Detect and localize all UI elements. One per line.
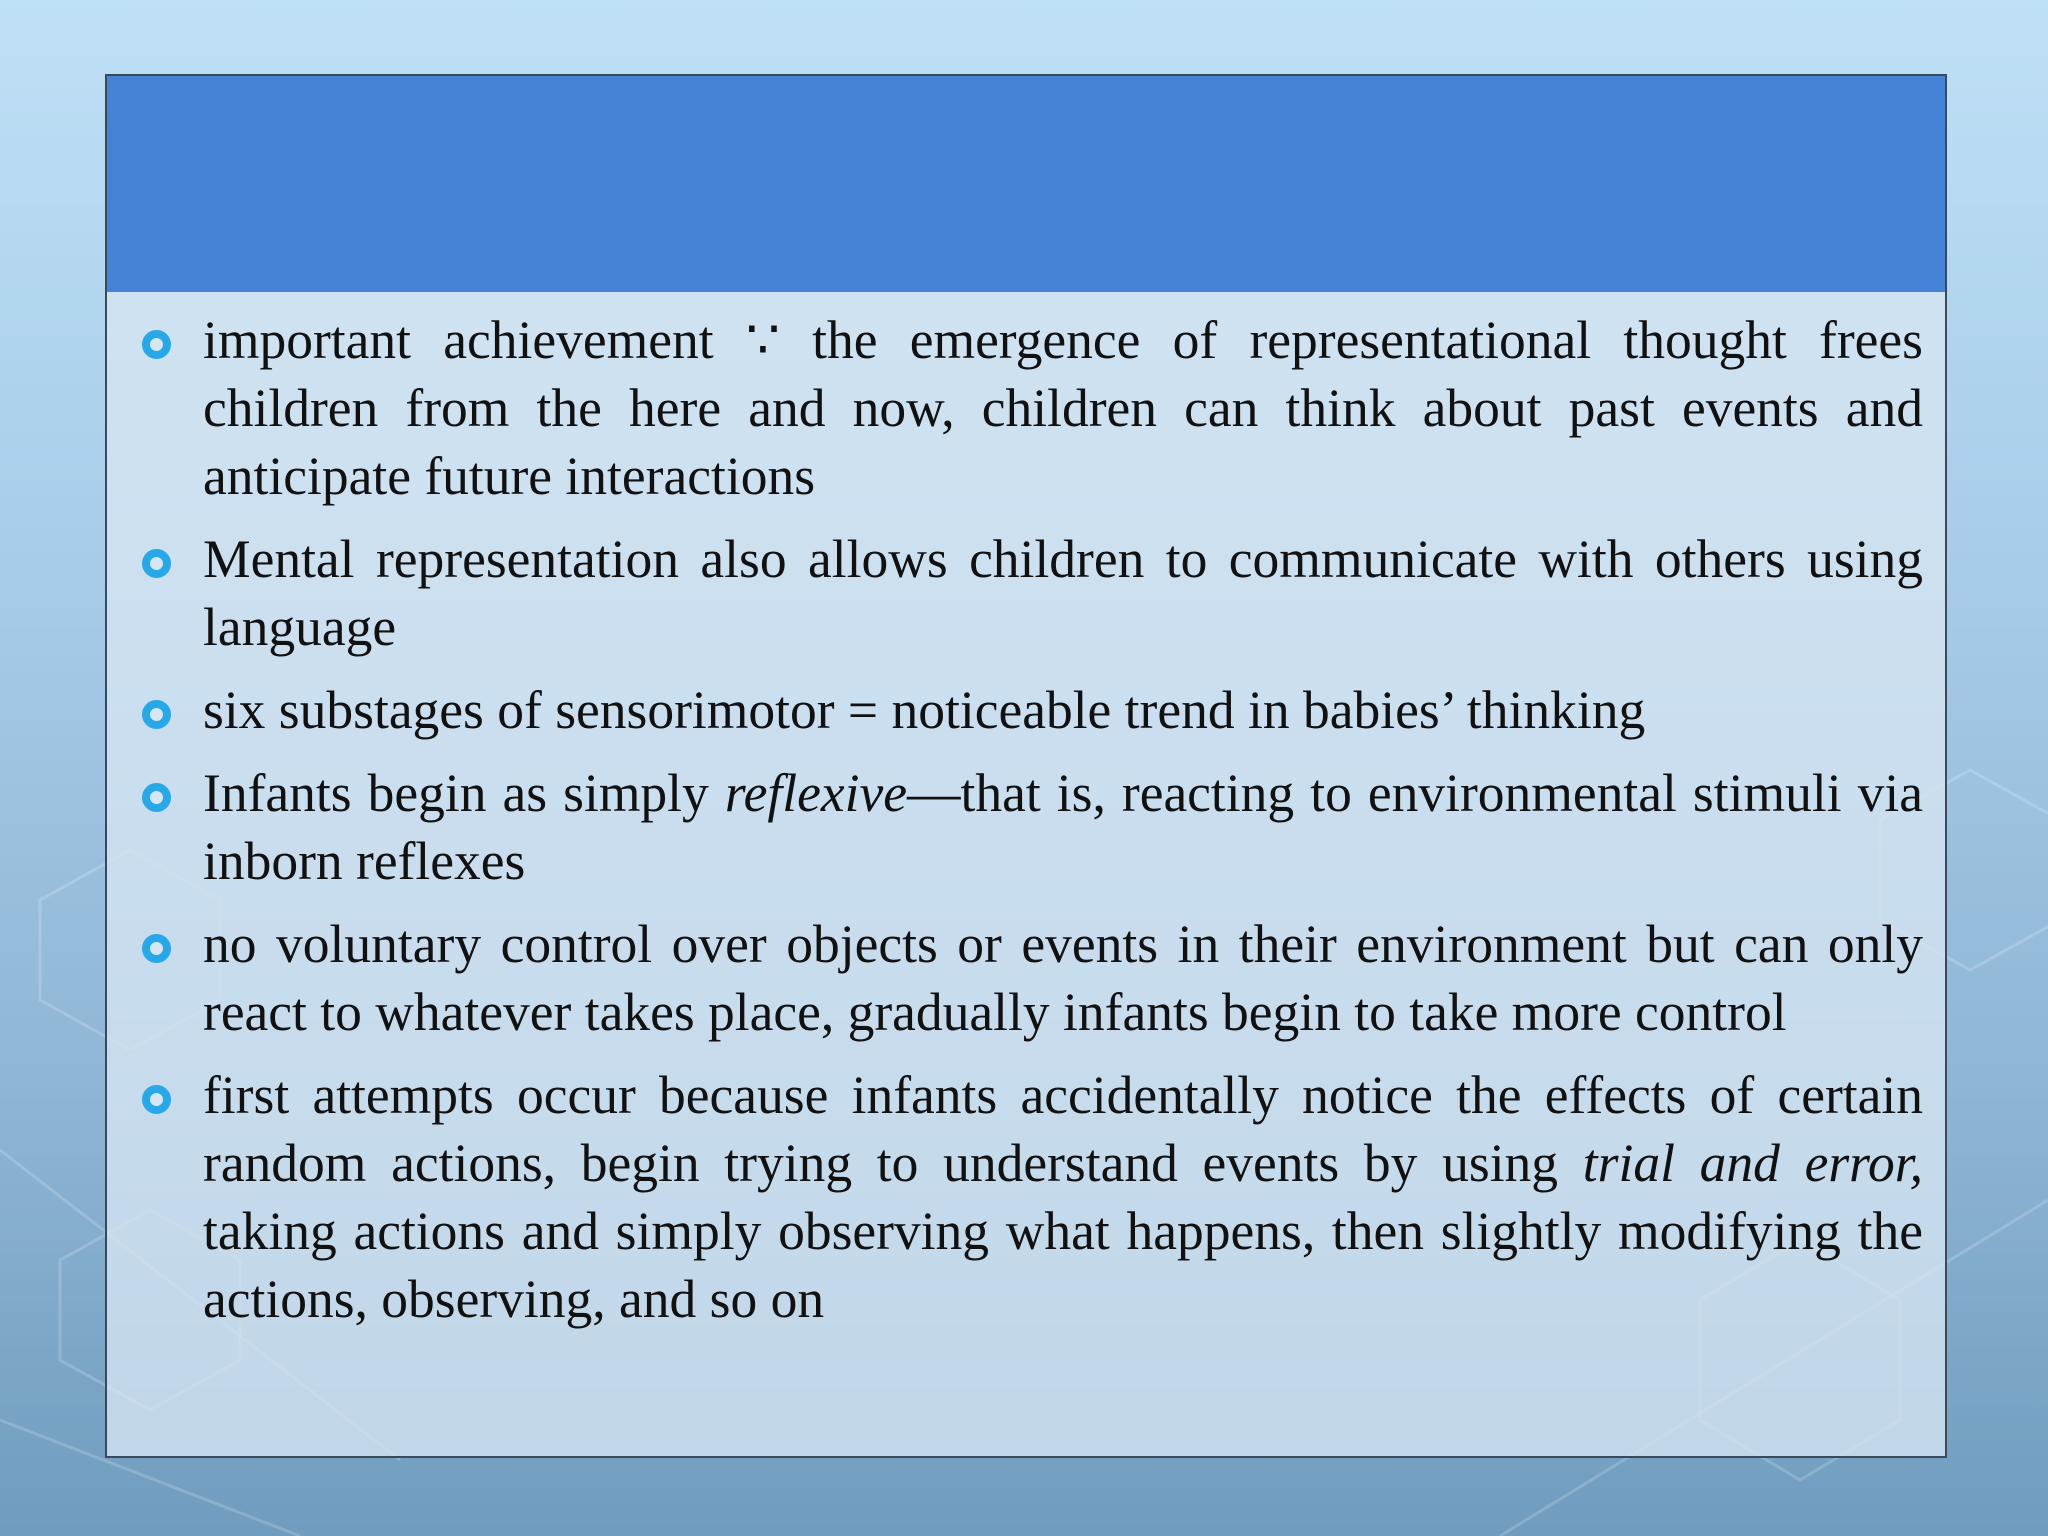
slide-content-panel xyxy=(105,74,1947,1458)
bullet-text: six substages of sensorimotor = noticeable trend in babies’ thinking xyxy=(203,680,1646,740)
bullet-text: taking actions and simply observing what happens, then slightly modifying the actions, observing, and so on xyxy=(203,1201,1923,1329)
bullet-text-italic: reflexive xyxy=(724,763,907,823)
bullet-circle-icon xyxy=(142,1085,171,1114)
bullet-text: first attempts occur because infants accidentally notice the effects of certain random actions, begin trying to understand events by using xyxy=(203,1065,1923,1193)
bullet-circle-icon xyxy=(142,934,171,963)
bullet-item xyxy=(203,759,1923,895)
bullet-circle-icon xyxy=(142,549,171,578)
bullet-item xyxy=(203,676,1923,744)
bullet-text-italic: trial and error, xyxy=(1582,1133,1923,1193)
bullet-circle-icon xyxy=(142,330,171,359)
title-bar xyxy=(107,76,1945,292)
bullet-list xyxy=(203,306,1923,1348)
bullet-text: —that is, reacting to environmental stimuli via inborn reflexes xyxy=(203,763,1923,891)
bullet-circle-icon xyxy=(142,700,171,729)
bullet-text: Infants begin as simply xyxy=(203,763,725,823)
bullet-text: important achievement ∵ the emergence of representational thought frees children from the here and now, children can think about past events and anticipate future interactions xyxy=(203,310,1923,506)
bullet-item xyxy=(203,1061,1923,1333)
bullet-item xyxy=(203,525,1923,661)
bullet-text: Mental representation also allows children to communicate with others using language xyxy=(203,529,1923,657)
bullet-item xyxy=(203,910,1923,1046)
bullet-text: no voluntary control over objects or events in their environment but can only react to whatever takes place, gradually infants begin to take more control xyxy=(203,914,1923,1042)
bullet-item xyxy=(203,306,1923,510)
bullet-circle-icon xyxy=(142,783,171,812)
